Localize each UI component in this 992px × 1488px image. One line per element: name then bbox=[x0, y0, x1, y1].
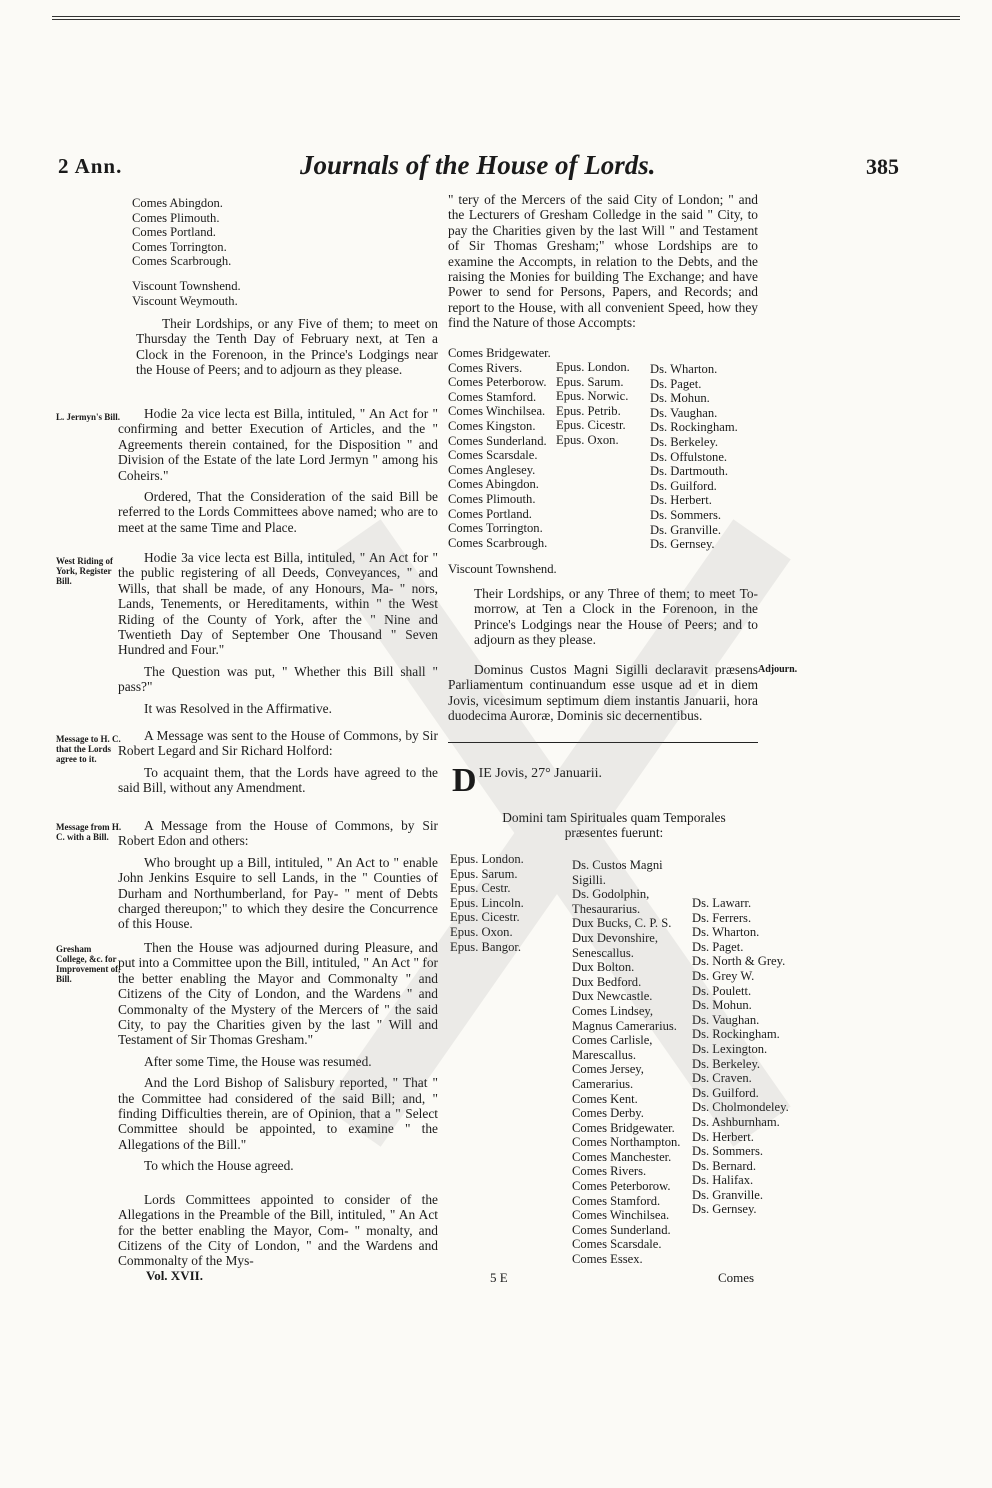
list-item: Epus. Sarum. bbox=[450, 866, 518, 881]
page-title: Journals of the House of Lords. bbox=[300, 150, 656, 180]
margin-note: West Riding of York, Register Bill. bbox=[56, 556, 114, 586]
top-rule bbox=[52, 16, 960, 17]
list-item: Epus. Cicestr. bbox=[450, 910, 520, 925]
list-item: Ds. Berkeley. bbox=[692, 1056, 761, 1071]
list-item: Viscount Townshend. bbox=[448, 562, 557, 576]
left-text-block-4 bbox=[118, 728, 438, 802]
list-item: Epus. London. bbox=[450, 852, 524, 866]
list-item: Ds. Godolphin, Thesaurarius. bbox=[572, 887, 650, 916]
list-item: Ds. Cholmondeley. bbox=[692, 1100, 789, 1115]
left-comes-list bbox=[132, 196, 241, 308]
present-heading bbox=[476, 810, 752, 841]
list-item: Ds. Rockingham. bbox=[692, 1027, 780, 1042]
paragraph: It was Resolved in the Affirmative. bbox=[144, 700, 332, 716]
list-item: Comes Torrington. bbox=[132, 239, 227, 254]
paragraph: Then the House was adjourned during Pleasure, and put into a Committee upon the Bill, intituled, " An Act " for the better enabling the Mayor and Commonalty " and Citizens of the City of London, and the Wardens " and Commonalty of the Mystery of the Mercers of " the said City, to pay the Charities given by the last " Will and Testament of Sir Thomas Gresham." bbox=[118, 940, 438, 1048]
list-item: Viscount Weymouth. bbox=[132, 293, 238, 308]
list-item: Comes Sunderland. bbox=[448, 433, 547, 448]
paragraph: A Message was sent to the House of Commons, by Sir Robert Legard and Sir Richard Holford: bbox=[118, 728, 438, 759]
right-text-block-2 bbox=[474, 586, 758, 654]
left-text-block-5 bbox=[118, 818, 438, 938]
committee-comes-list bbox=[448, 346, 558, 550]
list-item: Viscount Townshend. bbox=[132, 278, 241, 293]
list-item: Comes Scarsdale. bbox=[572, 1237, 662, 1252]
present-ds-list bbox=[692, 896, 789, 1217]
right-text-block-1 bbox=[448, 192, 758, 337]
paragraph: Hodie 3a vice lecta est Billa, intituled, " An Act for " the public registering of all Deeds, Conveyances, " and Wills, that shall be made, of any Honours, Ma- " nors, Lands, Tenements, or Hereditaments, within " the West Riding of the County of York, after the " Nine and Twentieth Day of September One Thousand " Seven Hundred and Four." bbox=[118, 550, 438, 658]
list-item: Comes Abingdon. bbox=[448, 477, 539, 492]
list-item: Ds. Ferrers. bbox=[692, 910, 752, 925]
list-item: Ds. Lexington. bbox=[692, 1041, 768, 1056]
volume-mark: Vol. XVII. bbox=[146, 1268, 203, 1283]
list-item: Ds. Lawarr. bbox=[692, 896, 752, 910]
list-item: Ds. Guilford. bbox=[692, 1085, 759, 1100]
list-item: Comes Anglesey. bbox=[448, 462, 536, 477]
list-item: Ds. Gernsey. bbox=[692, 1202, 757, 1217]
list-item: Comes Kent. bbox=[572, 1091, 638, 1106]
committee-ds-list bbox=[650, 362, 738, 552]
list-item: Comes Kingston. bbox=[448, 418, 536, 433]
list-item: Epus. Cestr. bbox=[450, 881, 511, 896]
list-item: Comes Jersey, Camerarius. bbox=[572, 1062, 644, 1091]
list-item: Epus. Cicestr. bbox=[556, 418, 626, 433]
list-item: Ds. Dartmouth. bbox=[650, 464, 729, 479]
list-item: Epus. Bangor. bbox=[450, 939, 522, 954]
list-item: Ds. Granville. bbox=[650, 522, 721, 537]
margin-note: Adjourn. bbox=[758, 664, 798, 675]
list-item: Comes Plimouth. bbox=[132, 210, 220, 225]
present-mid-list bbox=[572, 858, 688, 1267]
margin-note: L. Jermyn's Bill. bbox=[56, 412, 121, 422]
paragraph: " tery of the Mercers of the said City of London; " and the Lecturers of Gresham Colledge in the said " City, to pay the Charities given by the last Will " and Testament of Sir Thomas Gresham;" whose Lordships are to examine the Accompts, in relation to the Debts, and the raising the Monies for building The Exchange; and have Power to send for Persons, Papers, and Records; and report to the House, with all convenient Speed, how they find the Nature of those Accompts: bbox=[448, 192, 758, 331]
catchword: Comes bbox=[718, 1270, 755, 1285]
list-item: Dux Newcastle. bbox=[572, 989, 653, 1004]
left-text-block-2 bbox=[118, 406, 438, 541]
date-heading bbox=[452, 762, 762, 799]
list-item: Ds. Herbert. bbox=[692, 1129, 754, 1144]
list-item: Comes Rivers. bbox=[572, 1164, 647, 1179]
list-item: Ds. Sommers. bbox=[692, 1144, 764, 1159]
list-item: Dux Bucks, C. P. S. bbox=[572, 916, 672, 931]
list-item: Comes Winchilsea. bbox=[572, 1208, 670, 1223]
margin-note: Message from H. C. with a Bill. bbox=[56, 822, 122, 842]
list-item: Comes Portland. bbox=[448, 506, 532, 521]
list-item: Comes Northampton. bbox=[572, 1135, 681, 1150]
page-number: 385 bbox=[866, 154, 899, 179]
list-item: Ds. Vaughan. bbox=[692, 1012, 760, 1027]
list-item: Ds. Mohun. bbox=[650, 391, 710, 406]
paragraph: Domini tam Spirituales quam Temporales præsentes fuerunt: bbox=[502, 810, 726, 841]
present-epus-list bbox=[450, 852, 524, 954]
list-item: Ds. Paget. bbox=[692, 939, 744, 954]
list-item: Ds. Wharton. bbox=[650, 362, 718, 376]
list-item: Ds. Vaughan. bbox=[650, 405, 718, 420]
list-item: Comes Manchester. bbox=[572, 1149, 672, 1164]
section-rule bbox=[448, 742, 758, 743]
list-item: Comes Stamford. bbox=[448, 389, 537, 404]
list-item: Epus. Sarum. bbox=[556, 374, 624, 389]
paragraph: Dominus Custos Magni Sigilli declaravit præsens Parliamentum continuandum esse usque ad et in diem Jovis, vicesimum septimum diem instantis Januarii, hora duodecima Auroræ, Dominis sic decernentibus. bbox=[448, 662, 758, 724]
list-item: Ds. Guilford. bbox=[650, 478, 717, 493]
list-item: Comes Portland. bbox=[132, 225, 216, 240]
list-item: Ds. Mohun. bbox=[692, 998, 752, 1013]
drop-cap: D bbox=[452, 762, 477, 799]
list-item: Ds. Paget. bbox=[650, 376, 702, 391]
left-text-block-1 bbox=[136, 316, 438, 384]
left-text-block-3 bbox=[118, 550, 438, 722]
list-item: Comes Bridgewater. bbox=[448, 346, 551, 360]
list-item: Ds. Custos Magni Sigilli. bbox=[572, 858, 663, 887]
paragraph: Hodie 2a vice lecta est Billa, intituled, " An Act for " confirming and better Execution of Articles, and the " Agreements therein contained, for the Disposition " and Division of the Estate of the late Lord Jermyn " among his Coheirs." bbox=[118, 406, 438, 483]
left-text-block-6 bbox=[118, 940, 438, 1275]
list-item: Epus. Oxon. bbox=[450, 924, 513, 939]
paragraph: The Question was put, " Whether this Bill shall " pass?" bbox=[118, 663, 438, 695]
paragraph: Their Lordships, or any Three of them; to meet To-morrow, at Ten a Clock in the Forenoon, in the Prince's Lodgings near the House of Peers; and to adjourn as they please. bbox=[474, 586, 758, 648]
list-item: Comes Scarbrough. bbox=[448, 535, 548, 550]
list-item: Comes Stamford. bbox=[572, 1193, 661, 1208]
list-item: Epus. Lincoln. bbox=[450, 895, 524, 910]
list-item: Ds. Bernard. bbox=[692, 1158, 757, 1173]
paragraph: To which the House agreed. bbox=[144, 1158, 294, 1174]
list-item: Ds. Granville. bbox=[692, 1187, 763, 1202]
paragraph: And the Lord Bishop of Salisbury reported, " That " the Committee had considered of the said Bill; and, " finding Difficulties therein, are of Opinion, that a " Select Committee should be appointed, to examine " the Allegations of the Bill." bbox=[118, 1075, 438, 1152]
right-text-block-3 bbox=[448, 662, 758, 730]
top-rule-2 bbox=[52, 19, 960, 20]
list-item: Ds. Poulett. bbox=[692, 983, 752, 998]
list-item: Epus. Norwic. bbox=[556, 389, 629, 404]
committee-viscount bbox=[448, 562, 557, 577]
list-item: Dux Devonshire, Senescallus. bbox=[572, 930, 659, 960]
committee-epus-list bbox=[556, 360, 630, 448]
signature-mark: 5 E bbox=[490, 1270, 508, 1285]
list-item: Ds. Craven. bbox=[692, 1071, 752, 1086]
list-item: Comes Scarsdale. bbox=[448, 448, 538, 463]
margin-note: Gresham College, &c. for Improvement of, Bill. bbox=[56, 944, 121, 984]
list-item: Comes Plimouth. bbox=[448, 491, 536, 506]
list-item: Comes Peterborow. bbox=[448, 375, 547, 390]
date-text: IE Jovis, 27° Januarii. bbox=[478, 766, 602, 781]
list-item: Epus. Oxon. bbox=[556, 432, 619, 447]
list-item: Comes Abingdon. bbox=[132, 196, 223, 210]
paragraph: After some Time, the House was resumed. bbox=[144, 1053, 372, 1069]
paragraph: To acquaint them, that the Lords have agreed to the said Bill, without any Amendment. bbox=[118, 764, 438, 796]
list-item: Ds. Grey W. bbox=[692, 968, 755, 983]
list-item: Ds. Herbert. bbox=[650, 493, 712, 508]
list-item: Dux Bolton. bbox=[572, 960, 635, 975]
list-item: Comes Bridgewater. bbox=[572, 1120, 675, 1135]
paragraph: Their Lordships, or any Five of them; to meet on Thursday the Tenth Day of February next, at Ten a Clock in the Forenoon, in the Prince's Lodgings near the House of Peers; and to adjourn as they please. bbox=[136, 316, 438, 378]
list-item: Comes Derby. bbox=[572, 1106, 644, 1121]
list-item: Ds. Halifax. bbox=[692, 1173, 754, 1188]
list-item: Ds. North & Grey. bbox=[692, 954, 786, 969]
paragraph: A Message from the House of Commons, by Sir Robert Edon and others: bbox=[118, 818, 438, 849]
paragraph: Who brought up a Bill, intituled, " An Act to " enable John Jenkins Esquire to sell Lands, in the " Counties of Durham and Northumberland, for Pay- " ment of Debts charged thereupon;" to which they desire the Concurrence of this House. bbox=[118, 854, 438, 932]
list-item: Ds. Sommers. bbox=[650, 507, 722, 522]
list-item: Ds. Offulstone. bbox=[650, 449, 728, 464]
list-item: Ds. Gernsey. bbox=[650, 537, 715, 552]
list-item: Ds. Wharton. bbox=[692, 925, 760, 940]
list-item: Ds. Berkeley. bbox=[650, 434, 719, 449]
list-item: Ds. Rockingham. bbox=[650, 420, 738, 435]
paragraph: Lords Committees appointed to consider of the Allegations in the Preamble of the Bill, intituled, " An Act for the better enabling the Mayor, Com- " monalty, and Citizens of the City of London, " and the Wardens and Commonalty of the Mys- bbox=[118, 1191, 438, 1269]
list-item: Comes Rivers. bbox=[448, 360, 523, 375]
list-item: Comes Scarbrough. bbox=[132, 254, 232, 269]
running-head-left: 2 Ann. bbox=[58, 154, 123, 178]
list-item: Dux Bedford. bbox=[572, 974, 642, 989]
list-item: Comes Essex. bbox=[572, 1252, 643, 1267]
list-item: Comes Carlisle, Marescallus. bbox=[572, 1033, 653, 1062]
list-item: Ds. Ashburnham. bbox=[692, 1114, 780, 1129]
list-item: Comes Torrington. bbox=[448, 521, 543, 536]
list-item: Comes Winchilsea. bbox=[448, 404, 546, 419]
margin-note: Message to H. C. that the Lords agree to it. bbox=[56, 734, 121, 764]
list-item: Comes Lindsey, Magnus Camerarius. bbox=[572, 1003, 677, 1033]
list-item: Epus. Petrib. bbox=[556, 403, 621, 418]
list-item: Epus. London. bbox=[556, 360, 630, 374]
paragraph: Ordered, That the Consideration of the said Bill be referred to the Lords Committees above named; who are to meet at the same Time and Place. bbox=[118, 489, 438, 535]
list-item: Comes Peterborow. bbox=[572, 1179, 671, 1194]
list-item: Comes Sunderland. bbox=[572, 1222, 671, 1237]
